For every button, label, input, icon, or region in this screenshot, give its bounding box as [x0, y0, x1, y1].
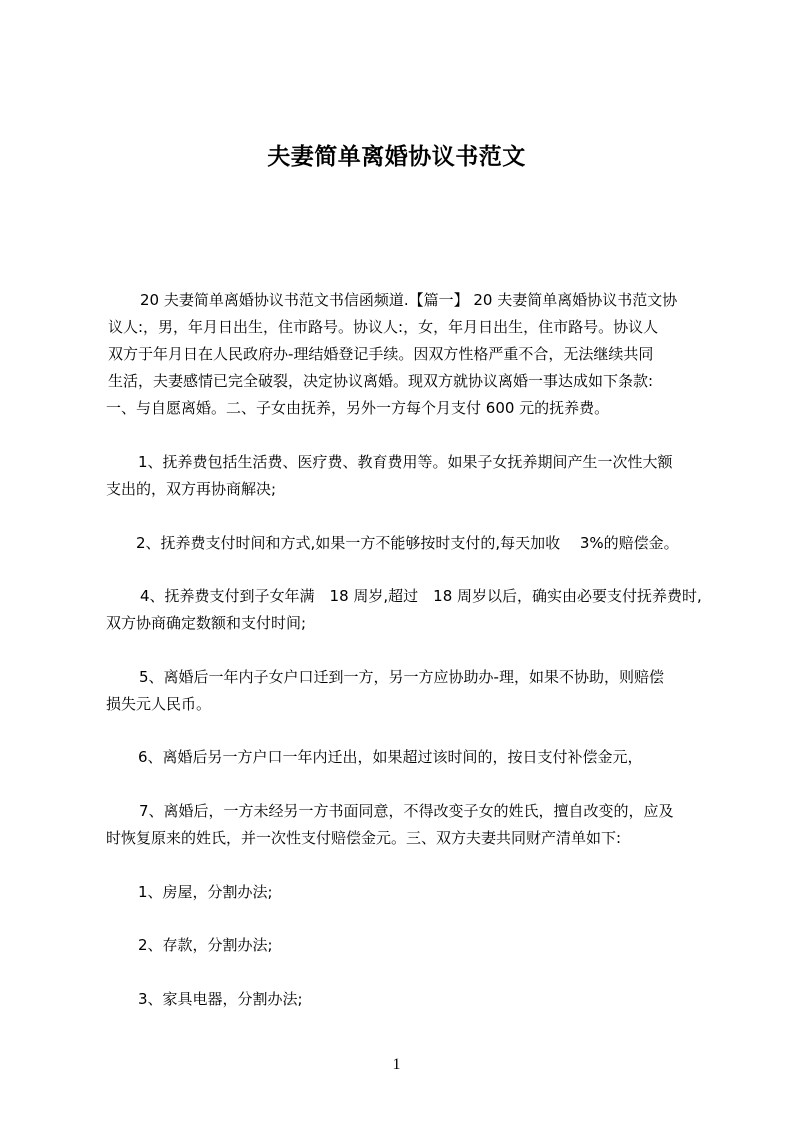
- body-line: 20 夫妻简单离婚协议书范文书信函频道.【篇一】 20 夫妻简单离婚协议书范文协: [140, 291, 678, 309]
- body-line: 7、离婚后，一方未经另一方书面同意，不得改变子女的姓氏，擅自改变的，应及: [139, 802, 674, 820]
- body-line: 2、存款，分割办法;: [138, 936, 273, 954]
- document-title: 夫妻简单离婚协议书范文: [267, 144, 526, 170]
- body-line: 2、抚养费支付时间和方式,如果一方不能够按时支付的,每天加收 3%的赔偿金。: [136, 534, 679, 552]
- body-line: 一、与自愿离婚。二、子女由抚养，另外一方每个月支付 600 元的抚养费。: [106, 399, 610, 417]
- body-line: 议人:，男，年月日出生，住市路号。协议人:，女，年月日出生，住市路号。协议人: [108, 318, 659, 336]
- body-line: 双方于年月日在人民政府办-理结婚登记手续。因双方性格严重不合，无法继续共同: [108, 345, 654, 363]
- body-line: 双方协商确定数额和支付时间;: [106, 614, 307, 632]
- body-line: 生活，夫妻感情已完全破裂，决定协议离婚。现双方就协议离婚一事达成如下条款:: [108, 372, 654, 390]
- body-line: 1、房屋，分割办法;: [138, 883, 273, 901]
- body-line: 损失元人民币。: [106, 695, 212, 713]
- body-line: 4、抚养费支付到子女年满 18 周岁,超过 18 周岁以后，确实由必要支付抚养费时,: [140, 587, 702, 605]
- body-line: 5、离婚后一年内子女户口迁到一方，另一方应协助办-理，如果不协助，则赔偿: [139, 668, 664, 686]
- body-line: 1、抚养费包括生活费、医疗费、教育费用等。如果子女抚养期间产生一次性大额: [138, 453, 673, 471]
- body-line: 3、家具电器，分割办法;: [138, 990, 303, 1008]
- body-line: 时恢复原来的姓氏，并一次性支付赔偿金元。三、双方夫妻共同财产清单如下:: [106, 829, 622, 847]
- body-line: 支出的，双方再协商解决;: [106, 480, 277, 498]
- body-line: 6、离婚后另一方户口一年内迁出，如果超过该时间的，按日支付补偿金元，: [138, 748, 643, 766]
- page-number: 1: [392, 1056, 401, 1073]
